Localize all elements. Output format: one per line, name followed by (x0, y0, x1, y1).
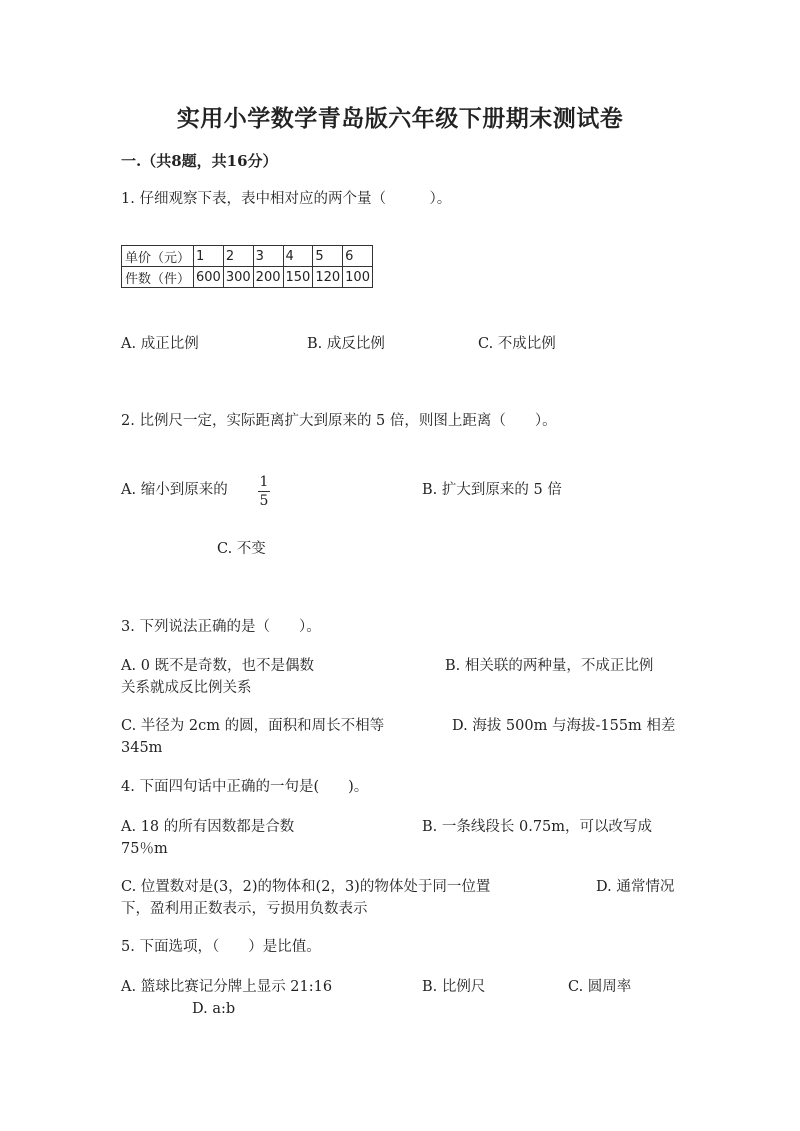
table-cell: 120 (313, 267, 343, 288)
q4-option-b-continued: 75％m (121, 841, 168, 857)
q1-table (121, 245, 373, 288)
q3-option-d: D. 海拔 500m 与海拔-155m 相差 (452, 718, 676, 734)
q5-option-c: C. 圆周率 (568, 979, 632, 995)
q3-option-d-continued: 345m (121, 740, 163, 756)
q3-option-b-continued: 关系就成反比例关系 (121, 680, 252, 696)
q2-option-b: B. 扩大到原来的 5 倍 (422, 482, 562, 498)
table-row (122, 267, 373, 288)
q4-option-b: B. 一条线段长 0.75m，可以改写成 (422, 819, 653, 835)
section-heading: 一.（共8题，共16分） (121, 152, 278, 170)
q5-stem: 5. 下面选项，（ ）是比值。 (121, 939, 321, 955)
q3-stem: 3. 下列说法正确的是（ ）。 (121, 619, 321, 635)
table-cell: 单价（元） (122, 246, 194, 267)
fraction-denominator: 5 (259, 493, 269, 509)
table-cell: 600 (194, 267, 224, 288)
q5-option-b: B. 比例尺 (422, 979, 486, 995)
table-cell: 3 (253, 246, 283, 267)
table-cell: 件数（件） (122, 267, 194, 288)
table-cell: 5 (313, 246, 343, 267)
q2-option-c: C. 不变 (217, 541, 266, 557)
page-title: 实用小学数学青岛版六年级下册期末测试卷 (176, 105, 624, 132)
q3-option-b: B. 相关联的两种量，不成正比例 (445, 658, 654, 674)
table-cell: 1 (194, 246, 224, 267)
q1-option-c: C. 不成比例 (478, 336, 556, 352)
q4-option-d: D. 通常情况 (596, 879, 675, 895)
table-cell: 4 (283, 246, 313, 267)
q3-option-c: C. 半径为 2cm 的圆，面积和周长不相等 (121, 718, 385, 734)
q4-option-d-continued: 下，盈利用正数表示，亏损用负数表示 (121, 901, 368, 917)
q2-option-a: A. 缩小到原来的 (121, 482, 228, 498)
q5-option-d: D. a:b (192, 1001, 236, 1017)
fraction-bar (258, 491, 270, 492)
q1-option-b: B. 成反比例 (307, 336, 385, 352)
q4-stem: 4. 下面四句话中正确的一句是( )。 (121, 779, 369, 795)
q5-option-a: A. 篮球比赛记分牌上显示 21:16 (121, 979, 333, 995)
table-cell: 6 (343, 246, 373, 267)
q4-option-a: A. 18 的所有因数都是合数 (121, 819, 295, 835)
table-cell: 300 (223, 267, 253, 288)
table-cell: 100 (343, 267, 373, 288)
table-cell: 200 (253, 267, 283, 288)
q2-stem: 2. 比例尺一定，实际距离扩大到原来的 5 倍，则图上距离（ ）。 (121, 413, 557, 429)
table-row (122, 246, 373, 267)
fraction-one-fifth (258, 474, 270, 509)
q3-option-a: A. 0 既不是奇数，也不是偶数 (121, 658, 315, 674)
table-cell: 2 (223, 246, 253, 267)
table-cell: 150 (283, 267, 313, 288)
q1-stem: 1. 仔细观察下表，表中相对应的两个量（ ）。 (121, 191, 452, 207)
fraction-numerator: 1 (259, 474, 269, 490)
q4-option-c: C. 位置数对是(3，2)的物体和(2，3)的物体处于同一位置 (121, 879, 491, 895)
q1-option-a: A. 成正比例 (121, 336, 199, 352)
